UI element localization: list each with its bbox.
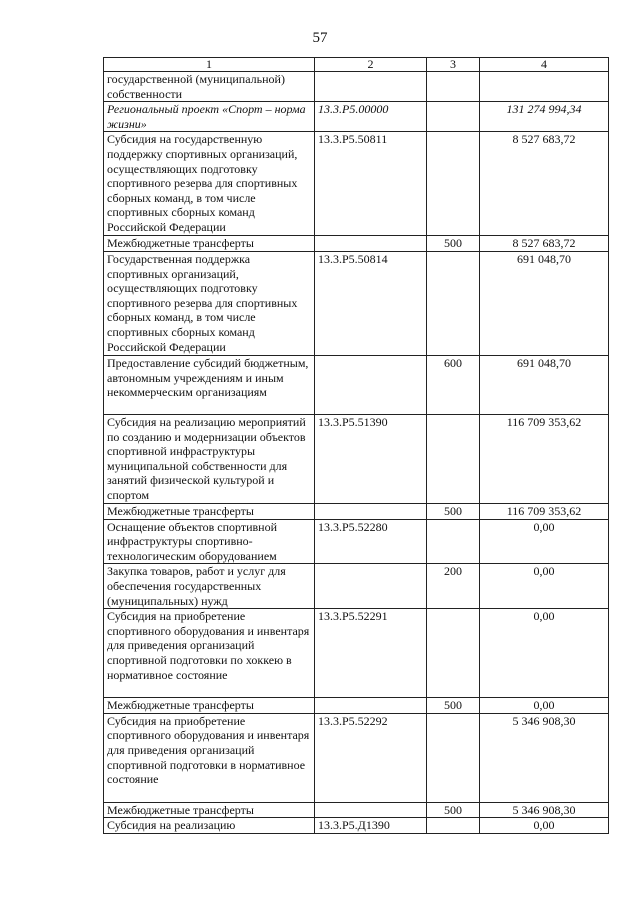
row-code-cell bbox=[315, 72, 427, 102]
row-type-cell: 500 bbox=[427, 236, 480, 252]
row-name-cell: Межбюджетные трансферты bbox=[104, 503, 315, 519]
row-name-cell: Субсидия на приобретение спортивного оборудования и инвентаря для приведения организаций спортивной подготовки в нормативное состояние bbox=[104, 713, 315, 802]
table-row bbox=[104, 713, 609, 802]
row-code-cell bbox=[315, 564, 427, 609]
row-name-cell: Субсидия на реализацию bbox=[104, 818, 315, 834]
row-amount-cell: 0,00 bbox=[480, 519, 609, 564]
row-type-cell bbox=[427, 818, 480, 834]
table-row bbox=[104, 802, 609, 818]
row-amount-cell: 8 527 683,72 bbox=[480, 236, 609, 252]
table-row bbox=[104, 609, 609, 698]
row-type-cell: 500 bbox=[427, 698, 480, 714]
row-name-cell: Субсидия на приобретение спортивного оборудования и инвентаря для приведения организаций спортивной подготовки по хоккею в нормативное состояние bbox=[104, 609, 315, 698]
row-type-cell bbox=[427, 713, 480, 802]
header-cell-1: 1 bbox=[104, 58, 315, 72]
table-row bbox=[104, 818, 609, 834]
row-name-cell: Субсидия на государственную поддержку спортивных организаций, осуществляющих подготовку спортивного резерва для спортивных сборных команд, в том числе спортивных сборных команд Российской Федерации bbox=[104, 132, 315, 236]
row-type-cell bbox=[427, 414, 480, 503]
table-row bbox=[104, 519, 609, 564]
row-amount-cell: 0,00 bbox=[480, 818, 609, 834]
table-row bbox=[104, 564, 609, 609]
row-name-cell: Межбюджетные трансферты bbox=[104, 698, 315, 714]
budget-table bbox=[103, 57, 609, 834]
table-row bbox=[104, 698, 609, 714]
row-type-cell bbox=[427, 519, 480, 564]
row-type-cell: 500 bbox=[427, 802, 480, 818]
row-code-cell bbox=[315, 698, 427, 714]
row-amount-cell: 0,00 bbox=[480, 564, 609, 609]
row-code-cell: 13.3.P5.00000 bbox=[315, 102, 427, 132]
table-header-row bbox=[104, 58, 609, 72]
row-type-cell: 500 bbox=[427, 503, 480, 519]
row-name-cell: государственной (муниципальной) собственности bbox=[104, 72, 315, 102]
row-code-cell bbox=[315, 503, 427, 519]
row-code-cell: 13.3.P5.Д1390 bbox=[315, 818, 427, 834]
row-name-cell: Межбюджетные трансферты bbox=[104, 802, 315, 818]
row-code-cell: 13.3.P5.52291 bbox=[315, 609, 427, 698]
row-code-cell: 13.3.P5.51390 bbox=[315, 414, 427, 503]
row-amount-cell: 5 346 908,30 bbox=[480, 713, 609, 802]
row-type-cell bbox=[427, 132, 480, 236]
row-amount-cell: 0,00 bbox=[480, 609, 609, 698]
row-code-cell: 13.3.P5.50811 bbox=[315, 132, 427, 236]
row-amount-cell: 131 274 994,34 bbox=[480, 102, 609, 132]
row-name-cell: Субсидия на реализацию мероприятий по созданию и модернизации объектов спортивной инфраструктуры муниципальной собственности для занятий физической культурой и спортом bbox=[104, 414, 315, 503]
table-row bbox=[104, 102, 609, 132]
row-code-cell bbox=[315, 236, 427, 252]
table-row bbox=[104, 414, 609, 503]
table-row bbox=[104, 355, 609, 414]
table-row bbox=[104, 251, 609, 355]
row-amount-cell: 116 709 353,62 bbox=[480, 503, 609, 519]
row-amount-cell bbox=[480, 72, 609, 102]
row-type-cell bbox=[427, 72, 480, 102]
header-cell-4: 4 bbox=[480, 58, 609, 72]
row-amount-cell: 8 527 683,72 bbox=[480, 132, 609, 236]
row-code-cell bbox=[315, 355, 427, 414]
header-cell-2: 2 bbox=[315, 58, 427, 72]
table-row bbox=[104, 503, 609, 519]
row-name-cell: Региональный проект «Спорт – норма жизни» bbox=[104, 102, 315, 132]
table-row bbox=[104, 236, 609, 252]
row-name-cell: Оснащение объектов спортивной инфраструктуры спортивно-технологическим оборудованием bbox=[104, 519, 315, 564]
row-amount-cell: 691 048,70 bbox=[480, 355, 609, 414]
row-type-cell bbox=[427, 251, 480, 355]
row-amount-cell: 691 048,70 bbox=[480, 251, 609, 355]
page-number: 57 bbox=[312, 30, 328, 46]
row-type-cell: 600 bbox=[427, 355, 480, 414]
row-name-cell: Предоставление субсидий бюджетным, автономным учреждениям и иным некоммерческим организациям bbox=[104, 355, 315, 414]
row-type-cell bbox=[427, 609, 480, 698]
row-name-cell: Межбюджетные трансферты bbox=[104, 236, 315, 252]
row-amount-cell: 5 346 908,30 bbox=[480, 802, 609, 818]
row-code-cell: 13.3.P5.50814 bbox=[315, 251, 427, 355]
row-code-cell: 13.3.P5.52292 bbox=[315, 713, 427, 802]
row-amount-cell: 116 709 353,62 bbox=[480, 414, 609, 503]
row-name-cell: Закупка товаров, работ и услуг для обеспечения государственных (муниципальных) нужд bbox=[104, 564, 315, 609]
table-row bbox=[104, 72, 609, 102]
row-code-cell: 13.3.P5.52280 bbox=[315, 519, 427, 564]
row-code-cell bbox=[315, 802, 427, 818]
row-type-cell bbox=[427, 102, 480, 132]
header-cell-3: 3 bbox=[427, 58, 480, 72]
row-amount-cell: 0,00 bbox=[480, 698, 609, 714]
row-type-cell: 200 bbox=[427, 564, 480, 609]
row-name-cell: Государственная поддержка спортивных организаций, осуществляющих подготовку спортивного резерва для спортивных сборных команд, в том числе спортивных сборных команд Российской Федерации bbox=[104, 251, 315, 355]
table-row bbox=[104, 132, 609, 236]
